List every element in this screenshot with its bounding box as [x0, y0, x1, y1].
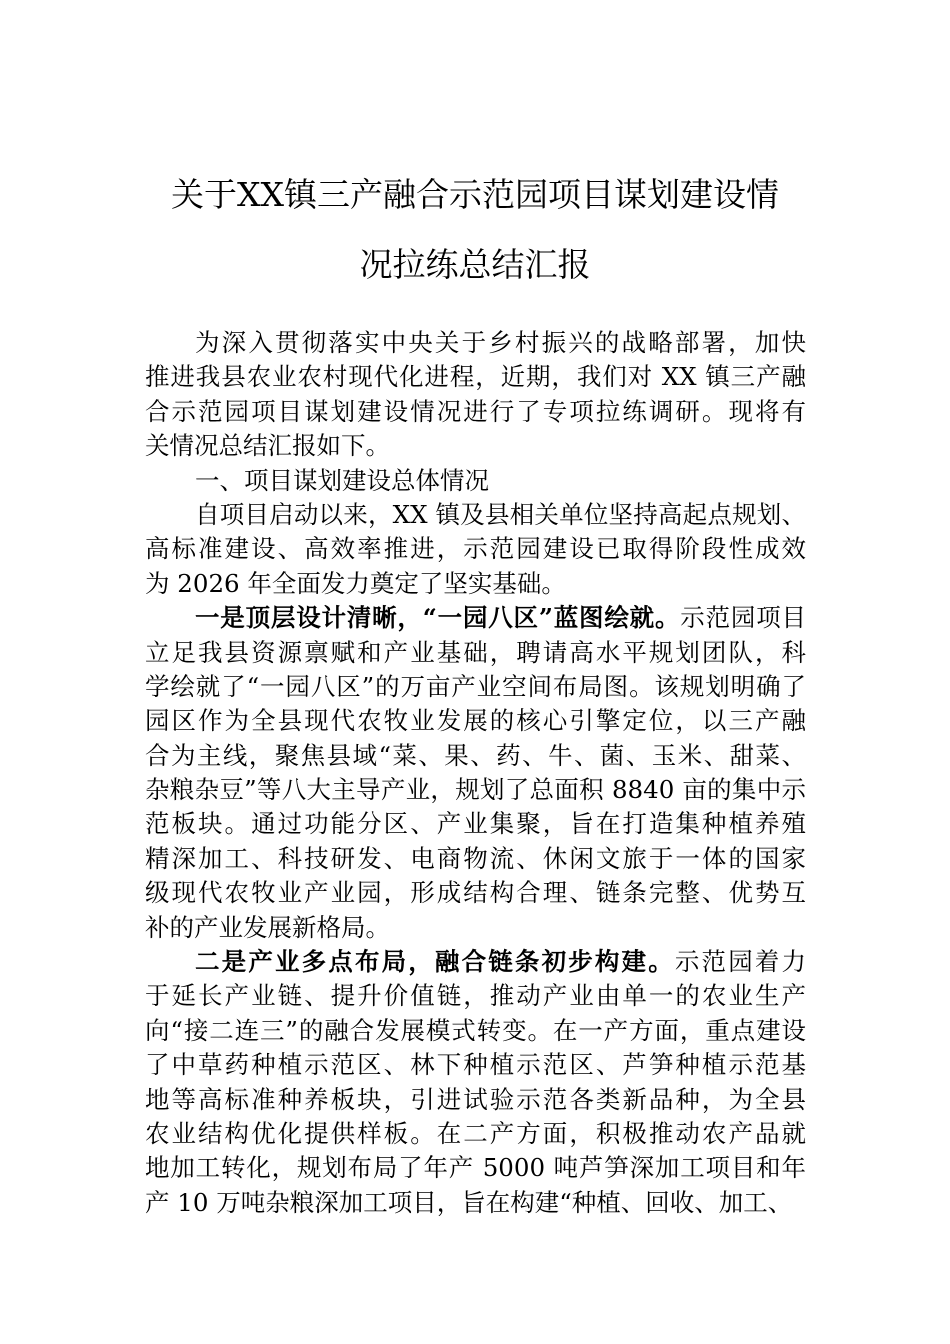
text-line: 合为主线，聚焦县域“菜、果、药、牛、菌、玉米、甜菜、	[145, 740, 806, 770]
text-line: 农业结构优化提供样板。在二产方面，积极推动农产品就	[145, 1118, 806, 1148]
text-line: 为深入贯彻落实中央关于乡村振兴的战略部署，加快	[195, 328, 806, 357]
text-line: 关情况总结汇报如下。	[145, 431, 390, 461]
paragraph	[145, 601, 806, 945]
text-line	[145, 945, 806, 979]
text-line: 级现代农牧业产业园，形成结构合理、链条完整、优势互	[145, 878, 806, 908]
text-line: 一、项目谋划建设总体情况	[195, 465, 489, 495]
title-line-2: 况拉练总结汇报	[359, 245, 591, 284]
text-line: 精深加工、科技研发、电商物流、休闲文旅于一体的国家	[145, 843, 806, 873]
text-line: 立足我县资源禀赋和产业基础，聘请高水平规划团队，科	[145, 637, 806, 667]
paragraph-text: 示范园着力	[674, 947, 807, 977]
text-line: 为 2026 年全面发力奠定了坚实基础。	[145, 568, 566, 598]
text-line	[145, 601, 806, 635]
paragraph	[145, 326, 806, 464]
paragraph-text: 示范园项目	[680, 603, 806, 633]
paragraph-lead-bold: 二是产业多点布局，融合链条初步构建。	[195, 947, 675, 977]
section-heading	[145, 464, 806, 498]
text-line: 推进我县农业农村现代化进程，近期，我们对 XX 镇三产融	[145, 362, 806, 392]
text-line: 产 10 万吨杂粮深加工项目，旨在构建“种植、回收、加工、	[145, 1187, 793, 1217]
text-line: 学绘就了“一园八区”的万亩产业空间布局图。该规划明确了	[145, 671, 806, 701]
document-body	[145, 326, 806, 1220]
text-line: 了中草药种植示范区、林下种植示范区、芦笋种植示范基	[145, 1050, 806, 1080]
paragraph-lead-bold: 一是顶层设计清晰，“一园八区”蓝图绘就。	[195, 603, 681, 633]
text-line: 补的产业发展新格局。	[145, 912, 390, 942]
text-line: 高标准建设、高效率推进，示范园建设已取得阶段性成效	[145, 534, 806, 564]
text-line: 地加工转化，规划布局了年产 5000 吨芦笋深加工项目和年	[145, 1153, 806, 1183]
text-line: 范板块。通过功能分区、产业集聚，旨在打造集种植养殖	[145, 809, 806, 839]
paragraph	[145, 945, 806, 1220]
document-title	[120, 160, 830, 300]
text-line: 园区作为全县现代农牧业发展的核心引擎定位，以三产融	[145, 706, 806, 736]
text-line: 于延长产业链、提升价值链，推动产业由单一的农业生产	[145, 981, 806, 1011]
text-line: 杂粮杂豆”等八大主导产业，规划了总面积 8840 亩的集中示	[145, 775, 806, 805]
text-line: 地等高标准种养板块，引进试验示范各类新品种，为全县	[145, 1084, 806, 1114]
paragraph	[145, 498, 806, 601]
text-line: 向“接二连三”的融合发展模式转变。在一产方面，重点建设	[145, 1015, 806, 1045]
text-line: 合示范园项目谋划建设情况进行了专项拉练调研。现将有	[145, 396, 806, 426]
title-line-1: 关于XX镇三产融合示范园项目谋划建设情	[171, 175, 779, 214]
text-line: 自项目启动以来，XX 镇及县相关单位坚持高起点规划、	[195, 499, 806, 529]
